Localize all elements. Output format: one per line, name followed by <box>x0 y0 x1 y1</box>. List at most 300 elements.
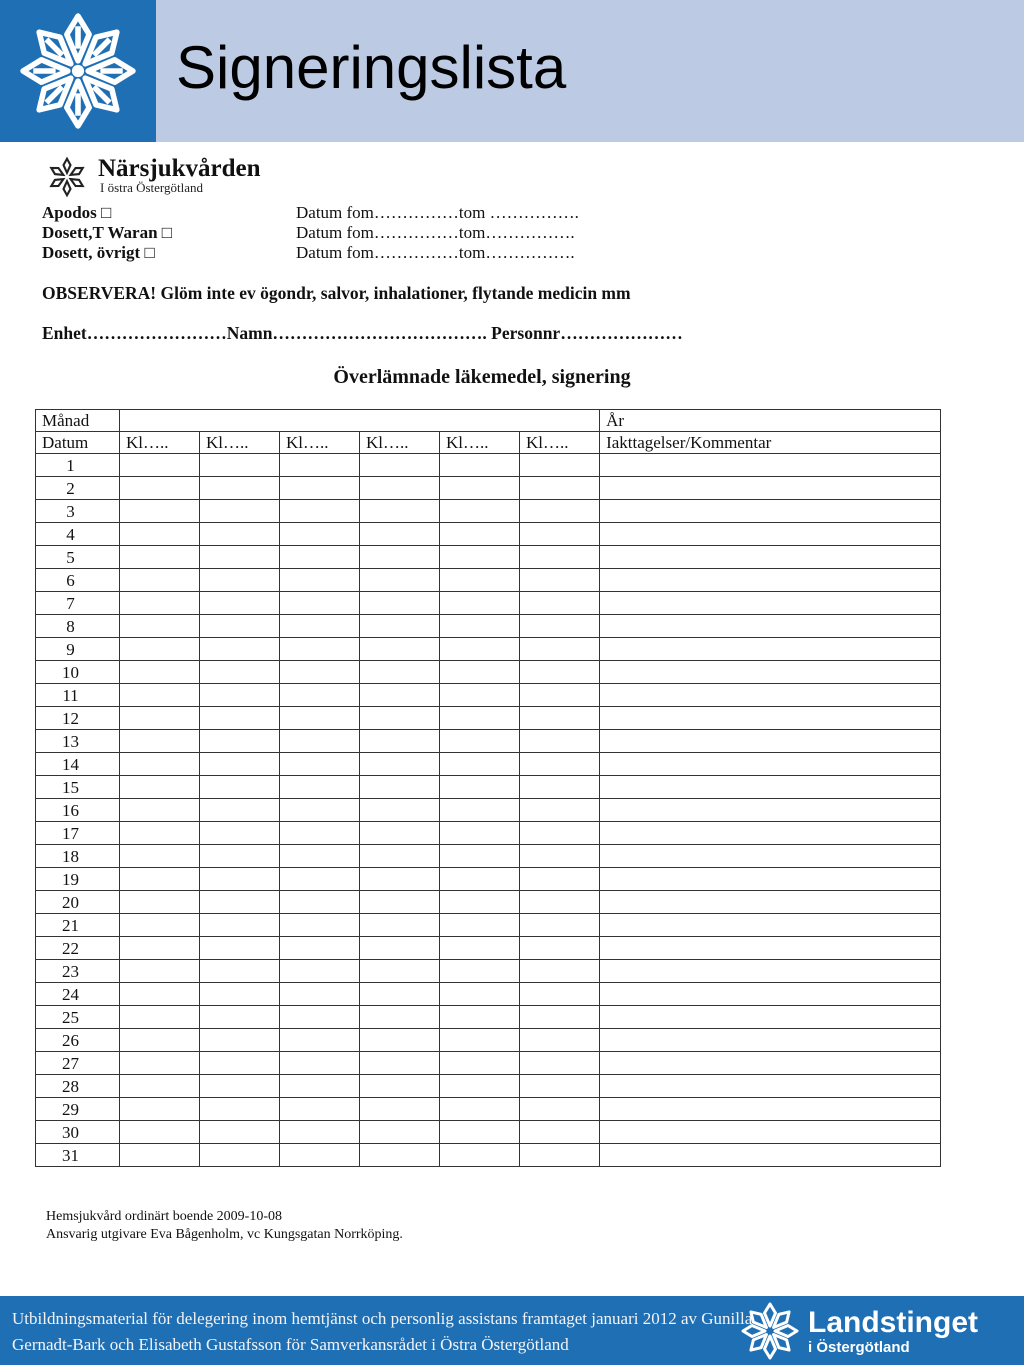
signature-cell[interactable] <box>360 454 440 477</box>
signature-cell[interactable] <box>120 500 200 523</box>
signature-cell[interactable] <box>200 707 280 730</box>
signature-cell[interactable] <box>360 638 440 661</box>
day-number: 13 <box>36 730 120 753</box>
signature-cell[interactable] <box>280 1006 360 1029</box>
day-row <box>36 638 941 661</box>
day-row <box>36 1006 941 1029</box>
day-row <box>36 845 941 868</box>
signature-cell[interactable] <box>520 661 600 684</box>
signature-cell[interactable] <box>520 477 600 500</box>
signature-cell[interactable] <box>520 822 600 845</box>
option-date-range: Datum fom……………tom ……………. <box>296 203 579 222</box>
signature-cell[interactable] <box>200 891 280 914</box>
day-number: 23 <box>36 960 120 983</box>
day-row <box>36 477 941 500</box>
signature-cell[interactable] <box>520 845 600 868</box>
day-number: 18 <box>36 845 120 868</box>
comment-cell[interactable] <box>600 661 941 684</box>
signature-cell[interactable] <box>440 707 520 730</box>
signature-cell[interactable] <box>520 454 600 477</box>
signature-cell[interactable] <box>280 569 360 592</box>
day-row <box>36 730 941 753</box>
comment-cell[interactable] <box>600 546 941 569</box>
day-number: 31 <box>36 1144 120 1167</box>
signature-cell[interactable] <box>280 1029 360 1052</box>
comment-cell[interactable] <box>600 500 941 523</box>
comment-cell[interactable] <box>600 1121 941 1144</box>
signature-cell[interactable] <box>280 477 360 500</box>
signature-cell[interactable] <box>280 983 360 1006</box>
signature-cell[interactable] <box>200 1098 280 1121</box>
signing-table <box>35 409 941 1167</box>
signature-cell[interactable] <box>440 592 520 615</box>
comment-cell[interactable] <box>600 960 941 983</box>
signature-cell[interactable] <box>440 1029 520 1052</box>
signature-cell[interactable] <box>440 1144 520 1167</box>
signature-cell[interactable] <box>200 615 280 638</box>
signature-cell[interactable] <box>440 845 520 868</box>
signature-cell[interactable] <box>360 684 440 707</box>
signature-cell[interactable] <box>520 1144 600 1167</box>
day-row <box>36 891 941 914</box>
comment-cell[interactable] <box>600 1144 941 1167</box>
comment-cell[interactable] <box>600 615 941 638</box>
signature-cell[interactable] <box>280 592 360 615</box>
comment-cell[interactable] <box>600 1098 941 1121</box>
day-number: 29 <box>36 1098 120 1121</box>
signature-cell[interactable] <box>120 638 200 661</box>
signature-cell[interactable] <box>120 684 200 707</box>
day-row <box>36 500 941 523</box>
day-number: 2 <box>36 477 120 500</box>
signature-cell[interactable] <box>120 1075 200 1098</box>
signature-cell[interactable] <box>520 1052 600 1075</box>
signature-cell[interactable] <box>120 983 200 1006</box>
signature-cell[interactable] <box>360 661 440 684</box>
day-row <box>36 546 941 569</box>
signature-cell[interactable] <box>280 1144 360 1167</box>
comment-cell[interactable] <box>600 569 941 592</box>
day-number: 15 <box>36 776 120 799</box>
comment-cell[interactable] <box>600 891 941 914</box>
day-row <box>36 523 941 546</box>
signature-cell[interactable] <box>440 684 520 707</box>
comment-cell[interactable] <box>600 454 941 477</box>
signature-cell[interactable] <box>360 822 440 845</box>
signature-cell[interactable] <box>200 914 280 937</box>
signature-cell[interactable] <box>520 638 600 661</box>
signature-cell[interactable] <box>360 1006 440 1029</box>
signature-cell[interactable] <box>120 868 200 891</box>
comment-cell[interactable] <box>600 1006 941 1029</box>
day-row <box>36 1029 941 1052</box>
comment-cell[interactable] <box>600 707 941 730</box>
signature-cell[interactable] <box>200 753 280 776</box>
month-field[interactable] <box>120 410 600 432</box>
comment-cell[interactable] <box>600 730 941 753</box>
comment-cell[interactable] <box>600 983 941 1006</box>
comment-cell[interactable] <box>600 868 941 891</box>
option-date-range: Datum fom……………tom……………. <box>296 223 575 242</box>
day-number: 17 <box>36 822 120 845</box>
signature-cell[interactable] <box>120 546 200 569</box>
signature-cell[interactable] <box>440 477 520 500</box>
signature-cell[interactable] <box>120 1121 200 1144</box>
signature-cell[interactable] <box>280 1098 360 1121</box>
signature-cell[interactable] <box>520 1121 600 1144</box>
signature-cell[interactable] <box>520 799 600 822</box>
signature-cell[interactable] <box>280 845 360 868</box>
signature-cell[interactable] <box>440 937 520 960</box>
day-row <box>36 960 941 983</box>
signature-cell[interactable] <box>200 523 280 546</box>
signature-cell[interactable] <box>200 730 280 753</box>
signature-cell[interactable] <box>120 1144 200 1167</box>
signature-cell[interactable] <box>440 960 520 983</box>
signature-cell[interactable] <box>280 960 360 983</box>
signature-cell[interactable] <box>120 454 200 477</box>
signature-cell[interactable] <box>280 615 360 638</box>
day-row <box>36 937 941 960</box>
signature-cell[interactable] <box>520 523 600 546</box>
signature-cell[interactable] <box>120 776 200 799</box>
day-row <box>36 983 941 1006</box>
day-number: 22 <box>36 937 120 960</box>
signature-cell[interactable] <box>520 684 600 707</box>
day-row <box>36 822 941 845</box>
signature-cell[interactable] <box>200 592 280 615</box>
signature-cell[interactable] <box>200 477 280 500</box>
signature-cell[interactable] <box>360 937 440 960</box>
signature-cell[interactable] <box>440 661 520 684</box>
day-row <box>36 914 941 937</box>
signature-cell[interactable] <box>520 960 600 983</box>
day-number: 25 <box>36 1006 120 1029</box>
unit-name-personnr-line: Enhet……………………Namn………………………………. Personnr………………… <box>42 323 683 343</box>
day-number: 10 <box>36 661 120 684</box>
signature-cell[interactable] <box>280 822 360 845</box>
signature-cell[interactable] <box>120 477 200 500</box>
signature-cell[interactable] <box>360 707 440 730</box>
signature-cell[interactable] <box>120 615 200 638</box>
year-label: År <box>600 410 941 432</box>
signature-cell[interactable] <box>360 546 440 569</box>
signature-cell[interactable] <box>360 776 440 799</box>
landstinget-logo-box <box>0 0 156 142</box>
signature-cell[interactable] <box>120 1098 200 1121</box>
signature-cell[interactable] <box>200 1052 280 1075</box>
signature-cell[interactable] <box>280 799 360 822</box>
day-row <box>36 1098 941 1121</box>
signature-cell[interactable] <box>280 937 360 960</box>
signature-cell[interactable] <box>360 914 440 937</box>
day-number: 4 <box>36 523 120 546</box>
day-number: 7 <box>36 592 120 615</box>
day-row <box>36 799 941 822</box>
date-column-header: Datum <box>36 432 120 454</box>
signature-cell[interactable] <box>120 799 200 822</box>
option-row <box>42 243 579 263</box>
signature-cell[interactable] <box>200 638 280 661</box>
signature-cell[interactable] <box>440 1052 520 1075</box>
signature-cell[interactable] <box>120 1006 200 1029</box>
signature-cell[interactable] <box>360 799 440 822</box>
signature-cell[interactable] <box>440 822 520 845</box>
option-label: Dosett, övrigt □ <box>42 243 155 262</box>
comment-cell[interactable] <box>600 822 941 845</box>
signature-cell[interactable] <box>520 1029 600 1052</box>
signature-cell[interactable] <box>200 1006 280 1029</box>
day-number: 24 <box>36 983 120 1006</box>
snowflake-emblem-icon <box>740 1301 800 1361</box>
signature-cell[interactable] <box>360 1121 440 1144</box>
comment-cell[interactable] <box>600 753 941 776</box>
signature-cell[interactable] <box>360 1029 440 1052</box>
signature-cell[interactable] <box>440 546 520 569</box>
signature-cell[interactable] <box>280 454 360 477</box>
day-number: 3 <box>36 500 120 523</box>
signature-cell[interactable] <box>440 914 520 937</box>
slide-footer <box>0 1296 1024 1365</box>
signature-cell[interactable] <box>440 615 520 638</box>
signature-cell[interactable] <box>520 753 600 776</box>
signature-cell[interactable] <box>520 500 600 523</box>
footnote-line: Ansvarig utgivare Eva Bågenholm, vc Kungsgatan Norrköping. <box>46 1227 403 1242</box>
signature-cell[interactable] <box>440 868 520 891</box>
signature-cell[interactable] <box>120 707 200 730</box>
signature-cell[interactable] <box>280 1052 360 1075</box>
time-column-header: Kl….. <box>200 432 280 454</box>
signature-cell[interactable] <box>120 753 200 776</box>
signature-cell[interactable] <box>200 684 280 707</box>
signature-cell[interactable] <box>200 983 280 1006</box>
signature-cell[interactable] <box>200 1029 280 1052</box>
signature-cell[interactable] <box>360 569 440 592</box>
signature-cell[interactable] <box>520 592 600 615</box>
time-column-header: Kl….. <box>520 432 600 454</box>
signature-cell[interactable] <box>440 523 520 546</box>
comment-cell[interactable] <box>600 799 941 822</box>
form-brand-subtitle: I östra Östergötland <box>100 180 204 195</box>
signature-cell[interactable] <box>360 730 440 753</box>
signature-cell[interactable] <box>200 799 280 822</box>
signature-cell[interactable] <box>120 822 200 845</box>
day-row <box>36 868 941 891</box>
option-row <box>42 223 579 243</box>
signature-cell[interactable] <box>120 845 200 868</box>
signature-cell[interactable] <box>200 1121 280 1144</box>
signature-cell[interactable] <box>200 960 280 983</box>
day-number: 26 <box>36 1029 120 1052</box>
signature-cell[interactable] <box>360 477 440 500</box>
signature-cell[interactable] <box>360 753 440 776</box>
signature-cell[interactable] <box>520 1098 600 1121</box>
signature-cell[interactable] <box>200 1144 280 1167</box>
comment-cell[interactable] <box>600 914 941 937</box>
day-row <box>36 707 941 730</box>
signature-cell[interactable] <box>280 500 360 523</box>
time-column-header: Kl….. <box>360 432 440 454</box>
signature-cell[interactable] <box>520 1006 600 1029</box>
signature-cell[interactable] <box>280 523 360 546</box>
day-number: 27 <box>36 1052 120 1075</box>
month-row <box>36 410 941 432</box>
snowflake-emblem-icon <box>17 10 139 132</box>
option-date-range: Datum fom……………tom……………. <box>296 243 575 262</box>
day-row <box>36 1052 941 1075</box>
footer-logo-name: Landstinget <box>808 1305 978 1339</box>
day-number: 6 <box>36 569 120 592</box>
signature-cell[interactable] <box>520 707 600 730</box>
comment-cell[interactable] <box>600 523 941 546</box>
signature-cell[interactable] <box>440 569 520 592</box>
signature-cell[interactable] <box>280 868 360 891</box>
signature-cell[interactable] <box>360 1098 440 1121</box>
signature-cell[interactable] <box>200 569 280 592</box>
signature-cell[interactable] <box>120 730 200 753</box>
day-row <box>36 776 941 799</box>
comment-cell[interactable] <box>600 776 941 799</box>
signature-cell[interactable] <box>200 868 280 891</box>
signature-cell[interactable] <box>360 615 440 638</box>
comment-cell[interactable] <box>600 638 941 661</box>
footer-logo-subtitle: i Östergötland <box>808 1338 910 1356</box>
signature-cell[interactable] <box>200 845 280 868</box>
signature-cell[interactable] <box>440 1121 520 1144</box>
signature-cell[interactable] <box>200 454 280 477</box>
signature-cell[interactable] <box>520 546 600 569</box>
signature-cell[interactable] <box>280 546 360 569</box>
signature-cell[interactable] <box>280 776 360 799</box>
signature-cell[interactable] <box>360 523 440 546</box>
signature-cell[interactable] <box>520 937 600 960</box>
signature-cell[interactable] <box>360 592 440 615</box>
day-row <box>36 661 941 684</box>
signature-cell[interactable] <box>280 684 360 707</box>
day-row <box>36 753 941 776</box>
signature-cell[interactable] <box>440 454 520 477</box>
comment-cell[interactable] <box>600 937 941 960</box>
day-row <box>36 1121 941 1144</box>
signature-cell[interactable] <box>520 868 600 891</box>
comment-cell[interactable] <box>600 1029 941 1052</box>
signature-cell[interactable] <box>200 546 280 569</box>
signature-cell[interactable] <box>280 914 360 937</box>
signature-cell[interactable] <box>120 937 200 960</box>
signature-cell[interactable] <box>200 1075 280 1098</box>
day-number: 19 <box>36 868 120 891</box>
signature-cell[interactable] <box>520 569 600 592</box>
day-number: 28 <box>36 1075 120 1098</box>
day-number: 30 <box>36 1121 120 1144</box>
signature-cell[interactable] <box>360 868 440 891</box>
signature-cell[interactable] <box>280 753 360 776</box>
signature-cell[interactable] <box>360 983 440 1006</box>
day-row <box>36 1144 941 1167</box>
comment-cell[interactable] <box>600 1052 941 1075</box>
day-row <box>36 615 941 638</box>
day-number: 16 <box>36 799 120 822</box>
signature-cell[interactable] <box>200 937 280 960</box>
option-row <box>42 203 579 223</box>
signature-cell[interactable] <box>440 1075 520 1098</box>
signature-cell[interactable] <box>440 799 520 822</box>
day-number: 11 <box>36 684 120 707</box>
signature-cell[interactable] <box>440 730 520 753</box>
signature-cell[interactable] <box>360 1075 440 1098</box>
signature-cell[interactable] <box>200 822 280 845</box>
signature-cell[interactable] <box>520 891 600 914</box>
signature-cell[interactable] <box>280 891 360 914</box>
signature-cell[interactable] <box>440 1006 520 1029</box>
signature-cell[interactable] <box>280 1121 360 1144</box>
observera-note: OBSERVERA! Glöm inte ev ögondr, salvor, inhalationer, flytande medicin mm <box>42 283 631 303</box>
signature-cell[interactable] <box>120 569 200 592</box>
comment-cell[interactable] <box>600 592 941 615</box>
signature-cell[interactable] <box>360 1144 440 1167</box>
signature-cell[interactable] <box>200 661 280 684</box>
signature-cell[interactable] <box>440 500 520 523</box>
signature-cell[interactable] <box>280 707 360 730</box>
signature-cell[interactable] <box>440 753 520 776</box>
signature-cell[interactable] <box>520 914 600 937</box>
signature-cell[interactable] <box>440 891 520 914</box>
signature-cell[interactable] <box>120 914 200 937</box>
signature-cell[interactable] <box>520 983 600 1006</box>
signature-cell[interactable] <box>120 891 200 914</box>
signature-cell[interactable] <box>120 960 200 983</box>
form-brand-name: Närsjukvården <box>98 155 261 182</box>
month-label: Månad <box>36 410 120 432</box>
signature-cell[interactable] <box>360 845 440 868</box>
comment-cell[interactable] <box>600 1075 941 1098</box>
signature-cell[interactable] <box>440 1098 520 1121</box>
signature-cell[interactable] <box>520 776 600 799</box>
signature-cell[interactable] <box>520 615 600 638</box>
comment-cell[interactable] <box>600 845 941 868</box>
signature-cell[interactable] <box>360 960 440 983</box>
day-number: 9 <box>36 638 120 661</box>
signature-cell[interactable] <box>520 730 600 753</box>
signature-cell[interactable] <box>120 1029 200 1052</box>
signature-cell[interactable] <box>120 1052 200 1075</box>
signature-cell[interactable] <box>280 1075 360 1098</box>
signature-cell[interactable] <box>440 638 520 661</box>
signature-cell[interactable] <box>200 500 280 523</box>
snowflake-emblem-icon <box>42 156 92 198</box>
signature-cell[interactable] <box>120 661 200 684</box>
signature-cell[interactable] <box>120 592 200 615</box>
signature-cell[interactable] <box>200 776 280 799</box>
footer-logo <box>740 1301 978 1361</box>
signature-cell[interactable] <box>280 661 360 684</box>
option-label: Apodos □ <box>42 203 112 222</box>
signature-cell[interactable] <box>440 983 520 1006</box>
signature-cell[interactable] <box>360 891 440 914</box>
signature-cell[interactable] <box>360 1052 440 1075</box>
signature-cell[interactable] <box>280 638 360 661</box>
signature-cell[interactable] <box>520 1075 600 1098</box>
signature-cell[interactable] <box>440 776 520 799</box>
day-row <box>36 1075 941 1098</box>
comment-cell[interactable] <box>600 477 941 500</box>
comment-cell[interactable] <box>600 684 941 707</box>
signature-cell[interactable] <box>280 730 360 753</box>
time-column-header: Kl….. <box>280 432 360 454</box>
time-column-header: Kl….. <box>440 432 520 454</box>
signature-cell[interactable] <box>360 500 440 523</box>
signature-cell[interactable] <box>120 523 200 546</box>
